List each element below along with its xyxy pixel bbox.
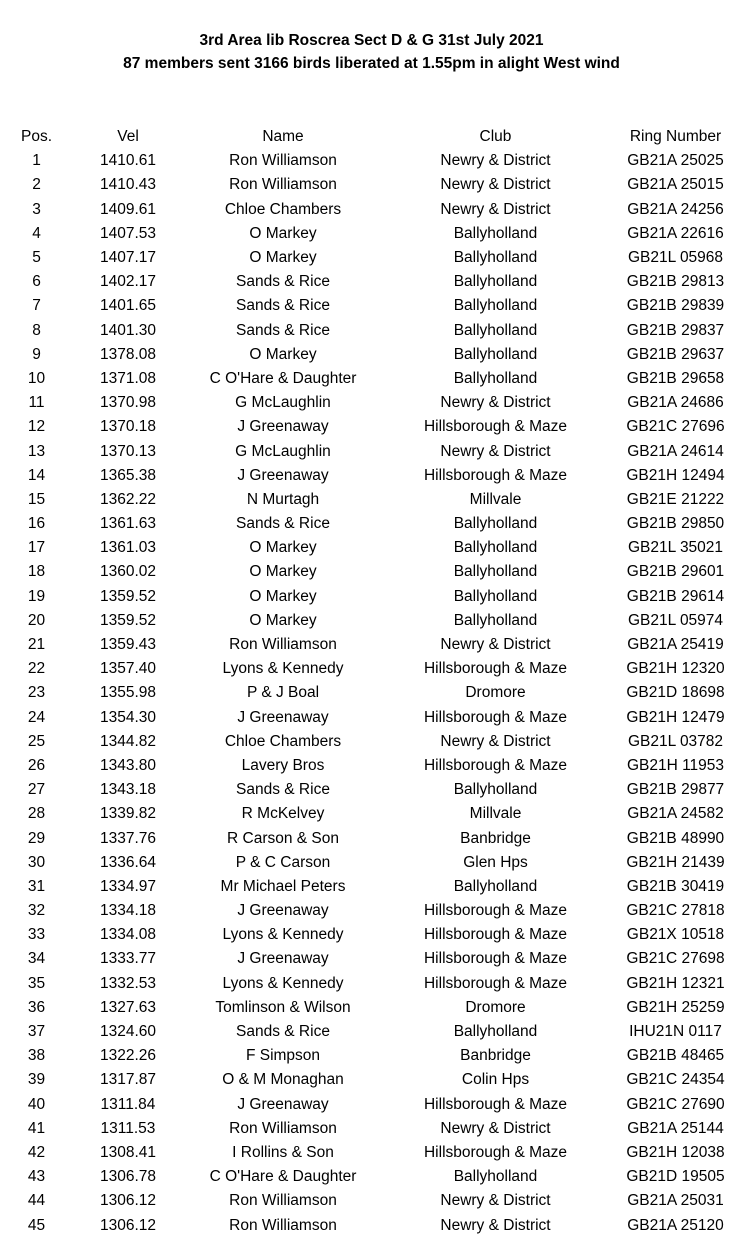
ring-number-cell: GB21B 29614 bbox=[626, 587, 725, 605]
club-cell: Glen Hps bbox=[463, 853, 528, 871]
position-cell: 19 bbox=[27, 587, 46, 605]
position-cell: 12 bbox=[27, 418, 46, 436]
name-cell: O Markey bbox=[249, 539, 317, 557]
name-cell: Ron Williamson bbox=[229, 1119, 337, 1137]
velocity-cell: 1334.18 bbox=[99, 902, 157, 920]
position-cell: 41 bbox=[27, 1119, 46, 1137]
table-row bbox=[0, 319, 743, 343]
club-cell: Newry & District bbox=[440, 200, 551, 218]
name-cell: Chloe Chambers bbox=[224, 200, 342, 218]
name-cell: J Greenaway bbox=[237, 1095, 329, 1113]
club-cell: Ballyholland bbox=[453, 297, 538, 315]
name-cell: O & M Monaghan bbox=[222, 1071, 344, 1089]
velocity-cell: 1370.98 bbox=[99, 394, 157, 412]
ring-number-cell: GB21X 10518 bbox=[626, 926, 725, 944]
name-cell: J Greenaway bbox=[237, 708, 329, 726]
position-cell: 39 bbox=[27, 1071, 46, 1089]
ring-number-cell: GB21A 25120 bbox=[627, 1216, 724, 1234]
name-cell: R Carson & Son bbox=[227, 829, 339, 847]
ring-number-cell: GB21H 25259 bbox=[626, 998, 725, 1016]
name-cell: Ron Williamson bbox=[229, 176, 337, 194]
club-cell: Newry & District bbox=[440, 152, 551, 170]
name-cell: J Greenaway bbox=[237, 902, 329, 920]
position-cell: 6 bbox=[32, 273, 41, 291]
position-cell: 35 bbox=[27, 974, 46, 992]
table-row bbox=[0, 246, 743, 270]
club-cell: Ballyholland bbox=[453, 345, 538, 363]
club-cell: Hillsborough & Maze bbox=[423, 1095, 567, 1113]
name-cell: Ron Williamson bbox=[229, 1192, 337, 1210]
club-cell: Millvale bbox=[469, 490, 522, 508]
ring-number-cell: GB21A 24582 bbox=[627, 805, 724, 823]
column-header-pos: Pos. bbox=[20, 128, 52, 146]
position-cell: 4 bbox=[32, 224, 41, 242]
name-cell: J Greenaway bbox=[237, 418, 329, 436]
name-cell: Mr Michael Peters bbox=[220, 877, 346, 895]
table-row bbox=[0, 1068, 743, 1092]
table-row bbox=[0, 367, 743, 391]
ring-number-cell: GB21E 21222 bbox=[626, 490, 725, 508]
position-cell: 2 bbox=[32, 176, 41, 194]
table-row bbox=[0, 343, 743, 367]
ring-number-cell: GB21A 24256 bbox=[627, 200, 724, 218]
velocity-cell: 1306.78 bbox=[99, 1168, 157, 1186]
club-cell: Hillsborough & Maze bbox=[423, 926, 567, 944]
club-cell: Banbridge bbox=[460, 1047, 531, 1065]
name-cell: Sands & Rice bbox=[236, 1023, 330, 1041]
name-cell: G McLaughlin bbox=[235, 442, 331, 460]
ring-number-cell: GB21B 29850 bbox=[626, 515, 725, 533]
position-cell: 28 bbox=[27, 805, 46, 823]
position-cell: 25 bbox=[27, 732, 46, 750]
name-cell: J Greenaway bbox=[237, 466, 329, 484]
ring-number-cell: GB21C 27698 bbox=[626, 950, 725, 968]
position-cell: 18 bbox=[27, 563, 46, 581]
name-cell: J Greenaway bbox=[237, 950, 329, 968]
ring-number-cell: GB21A 25419 bbox=[627, 636, 724, 654]
ring-number-cell: GB21H 12321 bbox=[626, 974, 725, 992]
table-row bbox=[0, 149, 743, 173]
ring-number-cell: GB21B 48465 bbox=[626, 1047, 725, 1065]
name-cell: Tomlinson & Wilson bbox=[215, 998, 351, 1016]
table-row bbox=[0, 899, 743, 923]
ring-number-cell: GB21H 12479 bbox=[626, 708, 725, 726]
club-cell: Colin Hps bbox=[461, 1071, 530, 1089]
velocity-cell: 1334.08 bbox=[99, 926, 157, 944]
table-row bbox=[0, 633, 743, 657]
results-table bbox=[0, 125, 743, 1238]
ring-number-cell: GB21C 24354 bbox=[626, 1071, 725, 1089]
velocity-cell: 1311.53 bbox=[100, 1119, 156, 1137]
table-row bbox=[0, 1189, 743, 1213]
table-row bbox=[0, 851, 743, 875]
position-cell: 31 bbox=[27, 877, 46, 895]
position-cell: 17 bbox=[27, 539, 46, 557]
position-cell: 11 bbox=[28, 394, 45, 412]
name-cell: O Markey bbox=[249, 249, 317, 267]
velocity-cell: 1354.30 bbox=[99, 708, 157, 726]
position-cell: 14 bbox=[27, 466, 46, 484]
name-cell: C O'Hare & Daughter bbox=[209, 369, 357, 387]
column-header-name: Name bbox=[262, 128, 304, 146]
position-cell: 7 bbox=[32, 297, 41, 315]
position-cell: 43 bbox=[27, 1168, 46, 1186]
velocity-cell: 1337.76 bbox=[99, 829, 157, 847]
velocity-cell: 1361.03 bbox=[99, 539, 157, 557]
position-cell: 45 bbox=[27, 1216, 46, 1234]
velocity-cell: 1410.43 bbox=[99, 176, 157, 194]
club-cell: Newry & District bbox=[440, 176, 551, 194]
club-cell: Hillsborough & Maze bbox=[423, 466, 567, 484]
ring-number-cell: GB21H 12320 bbox=[626, 660, 725, 678]
ring-number-cell: GB21A 24686 bbox=[627, 394, 724, 412]
velocity-cell: 1407.17 bbox=[99, 249, 157, 267]
velocity-cell: 1359.52 bbox=[99, 611, 157, 629]
name-cell: Sands & Rice bbox=[236, 321, 330, 339]
name-cell: P & J Boal bbox=[246, 684, 320, 702]
velocity-cell: 1357.40 bbox=[99, 660, 157, 678]
club-cell: Newry & District bbox=[440, 442, 551, 460]
club-cell: Hillsborough & Maze bbox=[423, 418, 567, 436]
club-cell: Dromore bbox=[465, 684, 526, 702]
table-row bbox=[0, 1117, 743, 1141]
table-row bbox=[0, 875, 743, 899]
name-cell: O Markey bbox=[249, 224, 317, 242]
ring-number-cell: IHU21N 0117 bbox=[629, 1023, 722, 1041]
position-cell: 5 bbox=[32, 249, 41, 267]
ring-number-cell: GB21A 24614 bbox=[627, 442, 724, 460]
table-row bbox=[0, 270, 743, 294]
table-row bbox=[0, 681, 743, 705]
velocity-cell: 1344.82 bbox=[99, 732, 157, 750]
velocity-cell: 1336.64 bbox=[99, 853, 157, 871]
velocity-cell: 1306.12 bbox=[99, 1192, 157, 1210]
club-cell: Newry & District bbox=[440, 1192, 551, 1210]
ring-number-cell: GB21B 29601 bbox=[626, 563, 725, 581]
position-cell: 44 bbox=[27, 1192, 46, 1210]
position-cell: 37 bbox=[27, 1023, 46, 1041]
ring-number-cell: GB21B 29877 bbox=[626, 781, 725, 799]
table-row bbox=[0, 1044, 743, 1068]
ring-number-cell: GB21B 48990 bbox=[626, 829, 725, 847]
position-cell: 20 bbox=[27, 611, 46, 629]
club-cell: Ballyholland bbox=[453, 563, 538, 581]
ring-number-cell: GB21A 25015 bbox=[627, 176, 724, 194]
velocity-cell: 1362.22 bbox=[99, 490, 157, 508]
name-cell: Sands & Rice bbox=[236, 781, 330, 799]
name-cell: Lyons & Kennedy bbox=[222, 660, 344, 678]
ring-number-cell: GB21A 22616 bbox=[627, 224, 724, 242]
velocity-cell: 1333.77 bbox=[99, 950, 157, 968]
velocity-cell: 1409.61 bbox=[99, 200, 157, 218]
table-row bbox=[0, 706, 743, 730]
velocity-cell: 1339.82 bbox=[99, 805, 157, 823]
club-cell: Banbridge bbox=[460, 829, 531, 847]
ring-number-cell: GB21B 29839 bbox=[626, 297, 725, 315]
table-row bbox=[0, 754, 743, 778]
name-cell: G McLaughlin bbox=[235, 394, 331, 412]
table-row bbox=[0, 294, 743, 318]
club-cell: Newry & District bbox=[440, 732, 551, 750]
velocity-cell: 1327.63 bbox=[99, 998, 157, 1016]
ring-number-cell: GB21A 25031 bbox=[627, 1192, 724, 1210]
velocity-cell: 1343.18 bbox=[99, 781, 157, 799]
velocity-cell: 1410.61 bbox=[99, 152, 157, 170]
ring-number-cell: GB21A 25025 bbox=[627, 152, 724, 170]
velocity-cell: 1371.08 bbox=[99, 369, 157, 387]
table-row bbox=[0, 923, 743, 947]
position-cell: 40 bbox=[27, 1095, 46, 1113]
ring-number-cell: GB21L 05974 bbox=[627, 611, 724, 629]
velocity-cell: 1378.08 bbox=[99, 345, 157, 363]
name-cell: Ron Williamson bbox=[229, 1216, 337, 1234]
table-row bbox=[0, 826, 743, 850]
ring-number-cell: GB21H 21439 bbox=[626, 853, 725, 871]
ring-number-cell: GB21L 03782 bbox=[627, 732, 724, 750]
club-cell: Ballyholland bbox=[453, 249, 538, 267]
name-cell: Ron Williamson bbox=[229, 152, 337, 170]
name-cell: O Markey bbox=[249, 563, 317, 581]
club-cell: Ballyholland bbox=[453, 369, 538, 387]
table-row bbox=[0, 1093, 743, 1117]
ring-number-cell: GB21B 29813 bbox=[626, 273, 725, 291]
ring-number-cell: GB21B 30419 bbox=[626, 877, 725, 895]
club-cell: Newry & District bbox=[440, 1216, 551, 1234]
position-cell: 30 bbox=[27, 853, 46, 871]
position-cell: 13 bbox=[27, 442, 46, 460]
velocity-cell: 1361.63 bbox=[99, 515, 157, 533]
name-cell: Ron Williamson bbox=[229, 636, 337, 654]
name-cell: Lavery Bros bbox=[241, 756, 325, 774]
club-cell: Newry & District bbox=[440, 636, 551, 654]
ring-number-cell: GB21H 12494 bbox=[626, 466, 725, 484]
position-cell: 10 bbox=[27, 369, 46, 387]
table-row bbox=[0, 198, 743, 222]
velocity-cell: 1322.26 bbox=[99, 1047, 157, 1065]
column-header-vel: Vel bbox=[117, 128, 139, 146]
club-cell: Ballyholland bbox=[453, 611, 538, 629]
ring-number-cell: GB21C 27818 bbox=[626, 902, 725, 920]
club-cell: Ballyholland bbox=[453, 1168, 538, 1186]
name-cell: Lyons & Kennedy bbox=[222, 926, 344, 944]
club-cell: Ballyholland bbox=[453, 515, 538, 533]
velocity-cell: 1402.17 bbox=[99, 273, 157, 291]
club-cell: Ballyholland bbox=[453, 877, 538, 895]
position-cell: 22 bbox=[27, 660, 46, 678]
club-cell: Millvale bbox=[469, 805, 522, 823]
name-cell: F Simpson bbox=[245, 1047, 321, 1065]
table-row bbox=[0, 512, 743, 536]
club-cell: Ballyholland bbox=[453, 273, 538, 291]
table-row bbox=[0, 1213, 743, 1237]
table-row bbox=[0, 802, 743, 826]
club-cell: Hillsborough & Maze bbox=[423, 660, 567, 678]
race-title: 3rd Area lib Roscrea Sect D & G 31st July 2021 bbox=[199, 32, 544, 49]
position-cell: 24 bbox=[27, 708, 46, 726]
position-cell: 23 bbox=[27, 684, 46, 702]
table-row bbox=[0, 536, 743, 560]
position-cell: 26 bbox=[27, 756, 46, 774]
velocity-cell: 1359.52 bbox=[99, 587, 157, 605]
position-cell: 27 bbox=[27, 781, 46, 799]
ring-number-cell: GB21C 27690 bbox=[626, 1095, 725, 1113]
velocity-cell: 1407.53 bbox=[99, 224, 157, 242]
table-row bbox=[0, 609, 743, 633]
velocity-cell: 1311.84 bbox=[100, 1095, 156, 1113]
velocity-cell: 1370.18 bbox=[99, 418, 157, 436]
position-cell: 42 bbox=[27, 1143, 46, 1161]
column-header-ring-number: Ring Number bbox=[629, 128, 722, 146]
name-cell: Sands & Rice bbox=[236, 273, 330, 291]
name-cell: C O'Hare & Daughter bbox=[209, 1168, 357, 1186]
name-cell: O Markey bbox=[249, 345, 317, 363]
velocity-cell: 1308.41 bbox=[99, 1143, 157, 1161]
race-subtitle: 87 members sent 3166 birds liberated at 1.55pm in alight West wind bbox=[123, 55, 620, 72]
table-row bbox=[0, 560, 743, 584]
velocity-cell: 1401.30 bbox=[99, 321, 157, 339]
velocity-cell: 1343.80 bbox=[99, 756, 157, 774]
position-cell: 1 bbox=[32, 152, 41, 170]
velocity-cell: 1306.12 bbox=[99, 1216, 157, 1234]
club-cell: Hillsborough & Maze bbox=[423, 902, 567, 920]
results-body bbox=[0, 149, 743, 1237]
velocity-cell: 1332.53 bbox=[99, 974, 157, 992]
table-row bbox=[0, 1165, 743, 1189]
velocity-cell: 1365.38 bbox=[99, 466, 157, 484]
club-cell: Ballyholland bbox=[453, 321, 538, 339]
velocity-cell: 1370.13 bbox=[99, 442, 157, 460]
velocity-cell: 1359.43 bbox=[99, 636, 157, 654]
name-cell: Lyons & Kennedy bbox=[222, 974, 344, 992]
table-row bbox=[0, 730, 743, 754]
table-row bbox=[0, 488, 743, 512]
ring-number-cell: GB21L 35021 bbox=[627, 539, 724, 557]
position-cell: 21 bbox=[27, 636, 46, 654]
table-row bbox=[0, 1020, 743, 1044]
position-cell: 16 bbox=[27, 515, 46, 533]
club-cell: Hillsborough & Maze bbox=[423, 756, 567, 774]
club-cell: Ballyholland bbox=[453, 1023, 538, 1041]
velocity-cell: 1334.97 bbox=[99, 877, 157, 895]
table-row bbox=[0, 947, 743, 971]
velocity-cell: 1360.02 bbox=[99, 563, 157, 581]
ring-number-cell: GB21D 19505 bbox=[626, 1168, 725, 1186]
table-row bbox=[0, 391, 743, 415]
name-cell: Sands & Rice bbox=[236, 515, 330, 533]
club-cell: Ballyholland bbox=[453, 587, 538, 605]
ring-number-cell: GB21L 05968 bbox=[627, 249, 724, 267]
table-row bbox=[0, 222, 743, 246]
position-cell: 9 bbox=[32, 345, 41, 363]
name-cell: O Markey bbox=[249, 587, 317, 605]
club-cell: Newry & District bbox=[440, 1119, 551, 1137]
velocity-cell: 1317.87 bbox=[99, 1071, 157, 1089]
table-row bbox=[0, 439, 743, 463]
ring-number-cell: GB21A 25144 bbox=[627, 1119, 724, 1137]
position-cell: 29 bbox=[27, 829, 46, 847]
ring-number-cell: GB21B 29658 bbox=[626, 369, 725, 387]
table-row bbox=[0, 173, 743, 197]
position-cell: 3 bbox=[32, 200, 41, 218]
name-cell: N Murtagh bbox=[246, 490, 320, 508]
table-row bbox=[0, 464, 743, 488]
name-cell: R McKelvey bbox=[241, 805, 325, 823]
table-row bbox=[0, 778, 743, 802]
club-cell: Dromore bbox=[465, 998, 526, 1016]
column-header-club: Club bbox=[479, 128, 512, 146]
velocity-cell: 1324.60 bbox=[99, 1023, 157, 1041]
ring-number-cell: GB21C 27696 bbox=[626, 418, 725, 436]
table-row bbox=[0, 585, 743, 609]
club-cell: Ballyholland bbox=[453, 781, 538, 799]
club-cell: Hillsborough & Maze bbox=[423, 974, 567, 992]
club-cell: Newry & District bbox=[440, 394, 551, 412]
velocity-cell: 1401.65 bbox=[99, 297, 157, 315]
table-row bbox=[0, 1141, 743, 1165]
club-cell: Hillsborough & Maze bbox=[423, 1143, 567, 1161]
club-cell: Hillsborough & Maze bbox=[423, 708, 567, 726]
position-cell: 38 bbox=[27, 1047, 46, 1065]
position-cell: 36 bbox=[27, 998, 46, 1016]
position-cell: 33 bbox=[27, 926, 46, 944]
name-cell: O Markey bbox=[249, 611, 317, 629]
position-cell: 34 bbox=[27, 950, 46, 968]
velocity-cell: 1355.98 bbox=[99, 684, 157, 702]
table-row bbox=[0, 972, 743, 996]
ring-number-cell: GB21H 12038 bbox=[626, 1143, 725, 1161]
position-cell: 8 bbox=[32, 321, 41, 339]
position-cell: 15 bbox=[27, 490, 46, 508]
table-row bbox=[0, 415, 743, 439]
name-cell: Sands & Rice bbox=[236, 297, 330, 315]
club-cell: Ballyholland bbox=[453, 539, 538, 557]
ring-number-cell: GB21H 11953 bbox=[626, 756, 725, 774]
ring-number-cell: GB21B 29637 bbox=[626, 345, 725, 363]
table-header-row bbox=[0, 125, 743, 149]
table-row bbox=[0, 657, 743, 681]
name-cell: I Rollins & Son bbox=[232, 1143, 334, 1161]
club-cell: Ballyholland bbox=[453, 224, 538, 242]
club-cell: Hillsborough & Maze bbox=[423, 950, 567, 968]
name-cell: Chloe Chambers bbox=[224, 732, 342, 750]
name-cell: P & C Carson bbox=[235, 853, 331, 871]
ring-number-cell: GB21B 29837 bbox=[626, 321, 725, 339]
table-row bbox=[0, 996, 743, 1020]
position-cell: 32 bbox=[27, 902, 46, 920]
ring-number-cell: GB21D 18698 bbox=[626, 684, 725, 702]
